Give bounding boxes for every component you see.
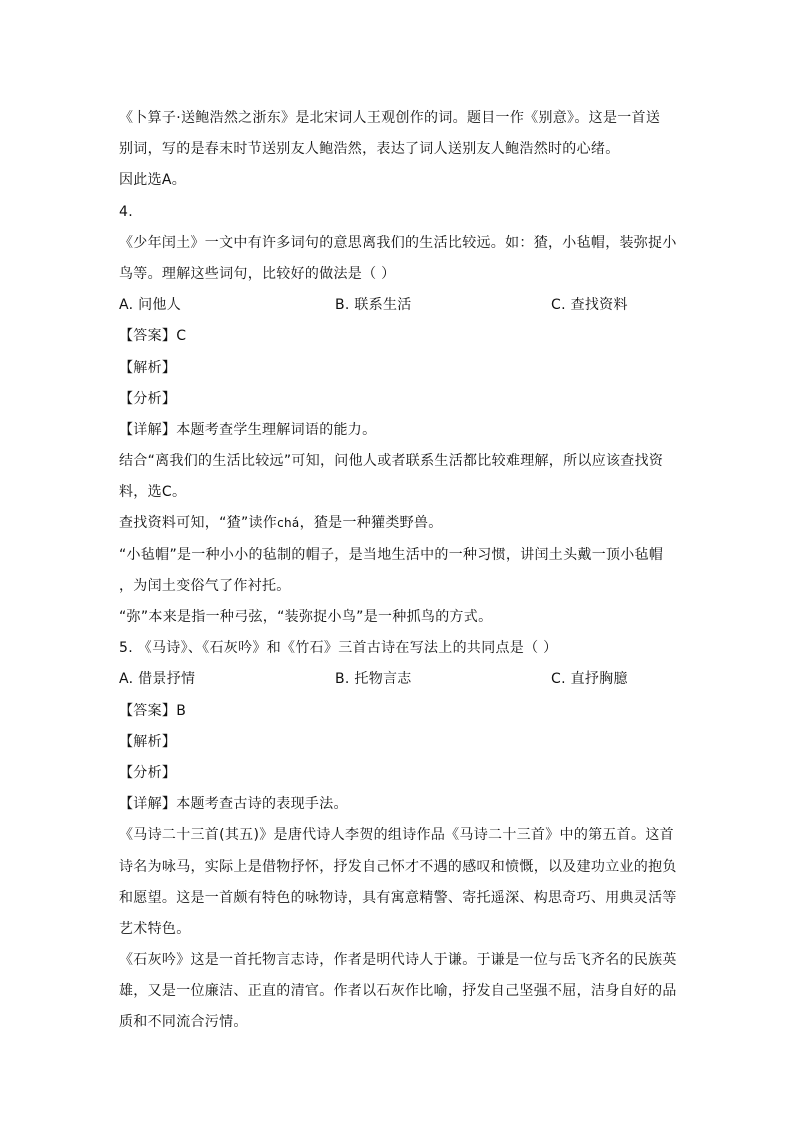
- q5-option-c: C. 直抒胸臆: [551, 671, 628, 688]
- q5-para-2-line-2: 雄，又是一位廉洁、正直的清官。作者以石灰作比喻，抒发自己坚强不屈，洁身自好的品: [119, 983, 677, 1000]
- q5-para-2-line-1: 《石灰吟》这是一首托物言志诗，作者是明代诗人于谦。于谦是一位与岳飞齐名的民族英: [119, 952, 677, 969]
- q5-analysis-heading: 【解析】: [119, 733, 177, 750]
- q4-option-b: B. 联系生活: [335, 297, 412, 314]
- question-5-options: [119, 664, 679, 695]
- q4-exp2-pinyin: chá: [277, 516, 300, 531]
- question-5-stem: 5. 《马诗》、《石灰吟》和《竹石》三首古诗在写法上的共同点是（ ）: [119, 640, 558, 657]
- q4-option-a: A. 问他人: [119, 297, 182, 314]
- document-body: [119, 103, 679, 1039]
- q4-detail: 【详解】本题考查学生理解词语的能力。: [119, 421, 377, 438]
- q4-explanation-2: [119, 508, 679, 539]
- q4-explanation-3-line-1: “小毡帽”是一种小小的毡制的帽子，是当地生活中的一种习惯，讲闰土头戴一顶小毡帽: [119, 546, 664, 563]
- q5-para-1-line-2: 诗名为咏马，实际上是借物抒怀，抒发自己怀才不遇的感叹和愤慨，以及建功立业的抱负: [119, 858, 677, 875]
- q5-detail: 【详解】本题考查古诗的表现手法。: [119, 796, 348, 813]
- question-4-options: [119, 290, 679, 321]
- intro-line-2: 别词，写的是春末时节送别友人鲍浩然，表达了词人送别友人鲍浩然时的心绪。: [119, 141, 620, 158]
- q4-exp2-prefix: 查找资料可知，“猹”读作: [119, 515, 278, 532]
- q4-answer: 【答案】C: [119, 328, 187, 345]
- q5-option-a: A. 借景抒情: [119, 671, 196, 688]
- q5-para-2-line-3: 质和不同流合污情。: [119, 1014, 248, 1031]
- q5-answer: 【答案】B: [119, 702, 187, 719]
- q4-explanation-4: “弥”本来是指一种弓弦，“装弥捉小鸟”是一种抓鸟的方式。: [119, 609, 493, 625]
- q4-option-c: C. 查找资料: [551, 297, 628, 314]
- q4-explanation-1-line-1: 结合“离我们的生活比较远”可知，问他人或者联系生活都比较难理解，所以应该查找资: [119, 453, 664, 470]
- question-4-number: 4.: [119, 203, 133, 220]
- q4-analysis-heading: 【解析】: [119, 359, 177, 376]
- question-4-stem-line-1: 《少年闰土》一文中有许多词句的意思离我们的生活比较远。如：猹，小毡帽，装弥捉小: [119, 234, 677, 251]
- intro-line-1: 《卜算子·送鲍浩然之浙东》是北宋词人王观创作的词。题目一作《别意》。这是一首送: [119, 110, 661, 126]
- q5-para-1-line-1: 《马诗二十三首(其五)》是唐代诗人李贺的组诗作品《马诗二十三首》中的第五首。这首: [119, 827, 674, 844]
- q4-fenxi-heading: 【分析】: [119, 390, 177, 407]
- intro-conclusion: 因此选A。: [119, 172, 187, 189]
- question-4-stem-line-2: 鸟等。理解这些词句，比较好的做法是（ ）: [119, 265, 396, 282]
- q5-fenxi-heading: 【分析】: [119, 764, 177, 781]
- q4-explanation-1-line-2: 料，选C。: [119, 484, 187, 501]
- q4-exp2-suffix: ，猹是一种獾类野兽。: [299, 515, 443, 532]
- q4-explanation-3-line-2: ，为闰土变俗气了作衬托。: [119, 577, 291, 594]
- q5-para-1-line-3: 和愿望。这是一首颇有特色的咏物诗，具有寓意精警、寄托遥深、构思奇巧、用典灵活等: [119, 889, 677, 906]
- q5-option-b: B. 托物言志: [335, 671, 412, 688]
- q5-para-1-line-4: 艺术特色。: [119, 920, 191, 937]
